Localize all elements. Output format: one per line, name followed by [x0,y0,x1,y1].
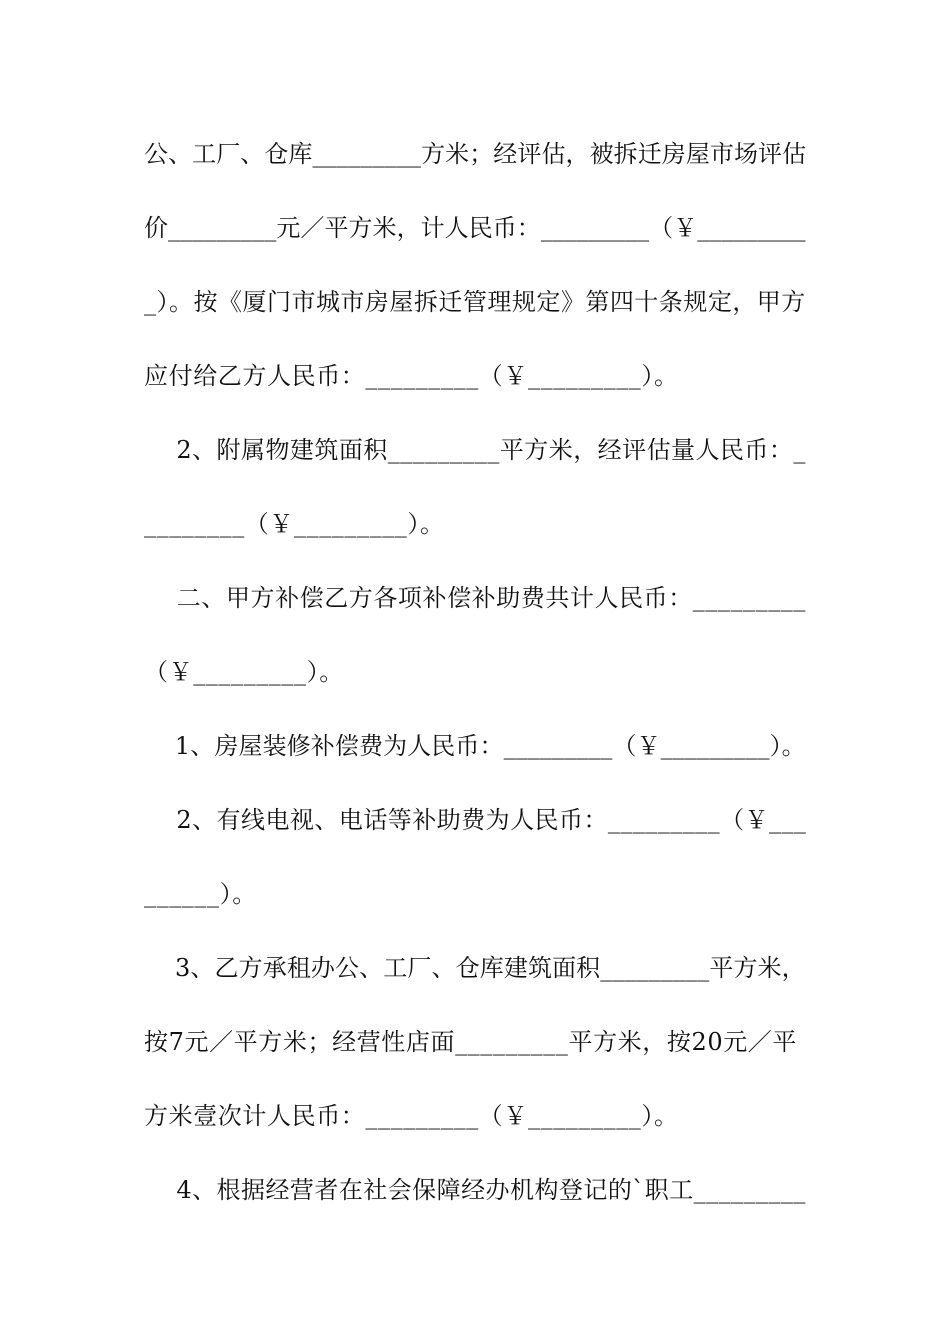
text-line: 二、甲方补偿乙方各项补偿补助费共计人民币：_________ [144,584,806,612]
text-line: 2、附属物建筑面积_________平方米，经评估量人民币：_ [144,436,806,464]
text-line: _）。按《厦门市城市房屋拆迁管理规定》第四十条规定，甲方 [144,288,806,316]
text-line: 1、房屋装修补偿费为人民币：_________（￥_________）。 [144,732,806,760]
text-line: 2、有线电视、电话等补助费为人民币：_________（￥___ [144,806,807,834]
text-line: 方米壹次计人民币：_________（￥_________）。 [144,1102,679,1130]
text-line: 按7元／平方米；经营性店面_________平方米，按20元／平 [144,1028,798,1056]
text-line: 公、工厂、仓库_________方米；经评估，被拆迁房屋市场评估 [144,140,807,168]
text-line: 价_________元／平方米，计人民币：_________（￥_________ [144,214,806,242]
text-line: ________（￥_________）。 [144,510,445,538]
text-line: （￥_________）。 [144,658,344,686]
text-line: 3、乙方承租办公、工厂、仓库建筑面积_________平方米， [144,954,806,982]
text-line: ______）。 [144,880,257,908]
text-line: 4、根据经营者在社会保障经办机构登记的`职工_________ [144,1176,806,1204]
text-line: 应付给乙方人民币：_________（￥_________）。 [144,362,679,390]
